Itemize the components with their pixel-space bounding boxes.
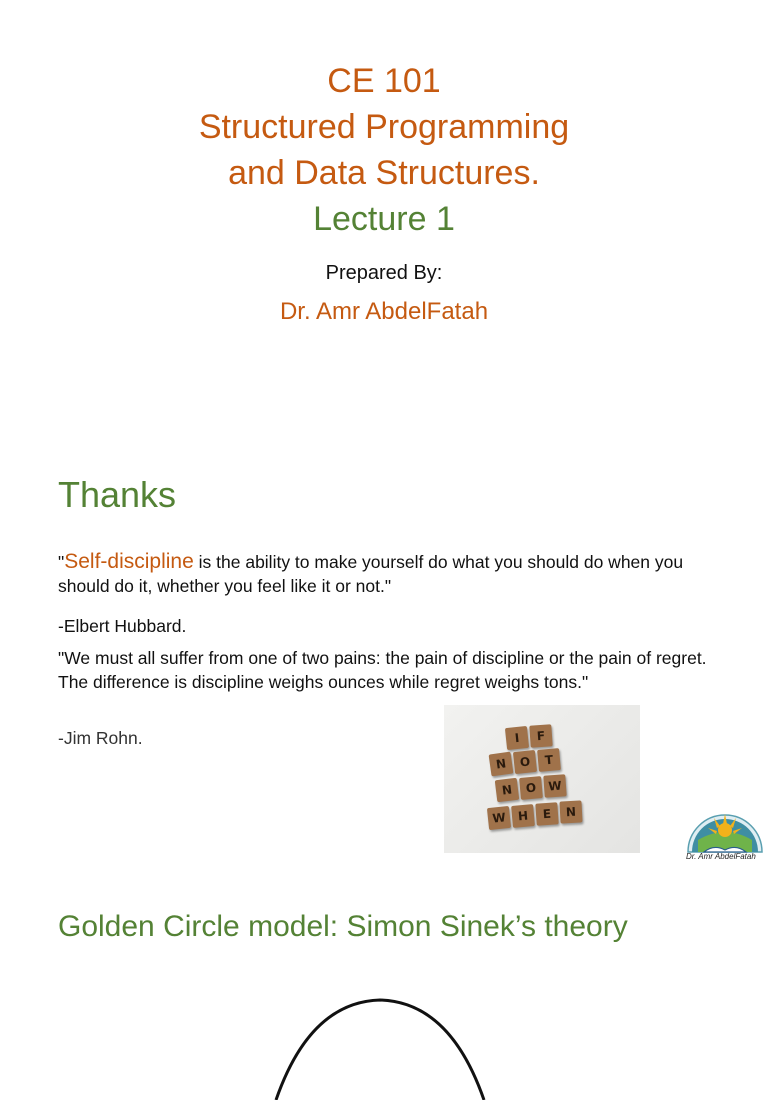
golden-circle-slide (0, 880, 768, 1024)
prepared-by-label: Prepared By: (325, 262, 443, 284)
tile: N (559, 800, 582, 823)
author-logo-icon (684, 800, 766, 860)
tile: W (543, 774, 566, 797)
course-code: CE 101 (327, 62, 441, 100)
tile: F (529, 724, 552, 747)
tile: O (519, 776, 543, 800)
tile: T (537, 748, 561, 772)
quote-discipline-regret: "We must all suffer from one of two pains: the pain of discipline or the pain of regret. The difference is discipline weighs ounces while regret weighs tons." (58, 648, 707, 692)
quote-highlight: Self-discipline (64, 550, 194, 573)
course-title-block (0, 58, 768, 242)
course-title-line1: Structured Programming (198, 108, 570, 146)
author-name: Dr. Amr AbdelFatah (279, 298, 489, 325)
course-title-line2: and Data Structures. (228, 154, 540, 192)
quote-self-discipline (58, 550, 718, 598)
tile: I (505, 726, 529, 750)
quote-attribution: -Elbert Hubbard. (58, 616, 187, 636)
tile: H (511, 804, 535, 828)
tile: N (489, 752, 514, 777)
thanks-slide (0, 440, 768, 880)
tile: W (487, 806, 511, 830)
lecture-number: Lecture 1 (313, 200, 455, 238)
slide-title: Golden Circle model: Simon Sinek’s theory (58, 910, 628, 943)
slide-title: Thanks (58, 474, 177, 515)
quote-attribution: -Jim Rohn. (58, 728, 143, 748)
tile: O (513, 750, 537, 774)
scrabble-tiles-photo (444, 705, 640, 853)
quote-open-mark: " (58, 552, 65, 572)
tile: E (535, 802, 558, 825)
title-slide (0, 0, 768, 440)
logo-caption: Dr. Amr AbdelFatah (686, 852, 756, 861)
golden-circle-diagram-icon (250, 980, 510, 1100)
tile: N (495, 778, 520, 803)
quote-body: is the ability to make yourself do what you should do when you should do it, whether you feel like it or not." (58, 552, 684, 596)
